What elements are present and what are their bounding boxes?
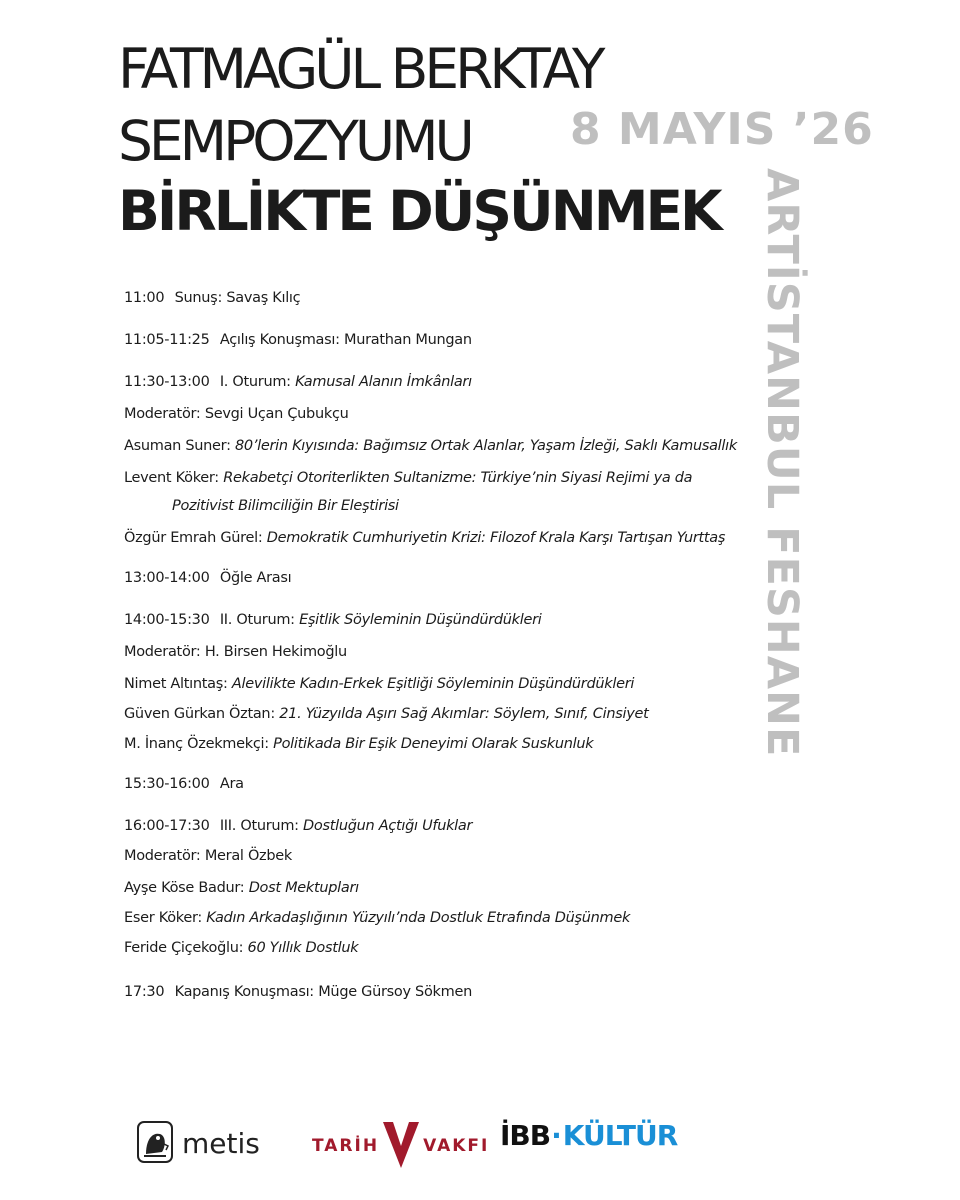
program-item <box>124 374 472 390</box>
program-title: Pozitivist Bilimciliğin Bir Eleştirisi <box>172 498 399 514</box>
program-text: Savaş Kılıç <box>226 290 301 306</box>
tarih-vakfi-logo <box>312 1120 489 1172</box>
program-item <box>124 736 593 752</box>
program-item <box>124 290 300 306</box>
program-text: Müge Gürsoy Sökmen <box>318 984 472 1000</box>
program-text: Meral Özbek <box>204 848 292 864</box>
event-venue: ARTİSTANBUL FESHANE <box>757 168 807 758</box>
program-title: 60 Yıllık Dostluk <box>247 940 359 956</box>
program-item <box>124 644 347 660</box>
program-item <box>124 818 472 834</box>
program-title: Dostluğun Açtığı Ufuklar <box>303 818 473 834</box>
program-label: Eser Köker: <box>124 910 202 926</box>
program-label: Ara <box>219 776 244 792</box>
vakfi-wordmark: VAKFI <box>423 1136 490 1156</box>
kultur-wordmark: KÜLTÜR <box>562 1119 678 1152</box>
program-title: 21. Yüzyılda Aşırı Sağ Akımlar: Söylem, Sınıf, Cinsiyet <box>279 706 649 722</box>
program-label: Feride Çiçekoğlu: <box>124 940 244 956</box>
program-label: Moderatör: <box>124 848 201 864</box>
program-label: Özgür Emrah Gürel: <box>124 530 263 546</box>
program-item <box>124 612 542 628</box>
ibb-wordmark: İBB <box>500 1119 551 1152</box>
program-title: Rekabetçi Otoriterlikten Sultanizme: Türkiye’nin Siyasi Rejimi ya da <box>223 470 693 486</box>
program-item <box>124 984 472 1000</box>
program-time: 15:30-16:00 <box>124 776 210 792</box>
program-time: 13:00-14:00 <box>124 570 210 586</box>
program-title: Alevilikte Kadın-Erkek Eşitliği Söyleminin Düşündürdükleri <box>231 676 635 692</box>
program-label: III. Oturum: <box>219 818 299 834</box>
program-item <box>124 848 292 864</box>
program-item <box>124 406 349 422</box>
program-title: Kadın Arkadaşlığının Yüzyılı’nda Dostluk Etrafında Düşünmek <box>206 910 631 926</box>
program-label: Nimet Altıntaş: <box>124 676 228 692</box>
program-label: Moderatör: <box>124 406 201 422</box>
program-item <box>124 438 737 454</box>
program-text: H. Birsen Hekimoğlu <box>204 644 347 660</box>
program-text: Murathan Mungan <box>344 332 472 348</box>
program-item <box>124 706 649 722</box>
event-date: 8 MAYIS ’26 <box>570 104 874 155</box>
program-label: Moderatör: <box>124 644 201 660</box>
program-item <box>124 776 244 792</box>
owl-icon <box>136 1120 176 1166</box>
program-label: Güven Gürkan Öztan: <box>124 706 275 722</box>
metis-wordmark: metis <box>182 1126 260 1160</box>
program-label: I. Oturum: <box>219 374 291 390</box>
program-time: 11:30-13:00 <box>124 374 210 390</box>
program-item <box>124 530 725 546</box>
program-label: Kapanış Konuşması: <box>174 984 314 1000</box>
tarih-vakfi-mark-icon <box>381 1120 421 1172</box>
metis-logo <box>136 1120 260 1166</box>
program-label: Asuman Suner: <box>124 438 231 454</box>
sponsor-logos <box>0 1110 960 1180</box>
program-title: Politikada Bir Eşik Deneyimi Olarak Suskunluk <box>273 736 594 752</box>
program-time: 14:00-15:30 <box>124 612 210 628</box>
program-time: 11:05-11:25 <box>124 332 210 348</box>
title-line-2: SEMPOZYUMU <box>118 109 471 173</box>
program-item <box>124 332 472 348</box>
title-line-1: FATMAGÜL BERKTAY <box>118 37 602 101</box>
program-item <box>172 498 399 514</box>
program-item <box>124 676 634 692</box>
title-line-3: BİRLİKTE DÜŞÜNMEK <box>118 179 720 243</box>
program-label: Öğle Arası <box>219 570 292 586</box>
ibb-kultur-logo <box>500 1119 678 1152</box>
program-label: Açılış Konuşması: <box>219 332 340 348</box>
program-item <box>124 880 359 896</box>
program-item <box>124 470 692 486</box>
program-title: Dost Mektupları <box>248 880 359 896</box>
tarih-wordmark: TARİH <box>312 1136 380 1156</box>
program-label: M. İnanç Özekmekçi: <box>124 736 269 752</box>
program-time: 11:00 <box>124 290 165 306</box>
program-label: Sunuş: <box>174 290 223 306</box>
program-title: Eşitlik Söyleminin Düşündürdükleri <box>299 612 542 628</box>
program-label: Ayşe Köse Badur: <box>124 880 245 896</box>
program-text: Sevgi Uçan Çubukçu <box>204 406 349 422</box>
program-title: Demokratik Cumhuriyetin Krizi: Filozof Krala Karşı Tartışan Yurttaş <box>266 530 726 546</box>
program-title: Kamusal Alanın İmkânları <box>295 374 472 390</box>
program-time: 17:30 <box>124 984 165 1000</box>
program-title: 80’lerin Kıyısında: Bağımsız Ortak Alanlar, Yaşam İzleği, Saklı Kamusallık <box>234 438 737 454</box>
program-label: Levent Köker: <box>124 470 219 486</box>
program-label: II. Oturum: <box>219 612 295 628</box>
ibb-separator: · <box>551 1119 562 1152</box>
program-item <box>124 910 630 926</box>
program-item <box>124 570 291 586</box>
program-item <box>124 940 358 956</box>
program-time: 16:00-17:30 <box>124 818 210 834</box>
